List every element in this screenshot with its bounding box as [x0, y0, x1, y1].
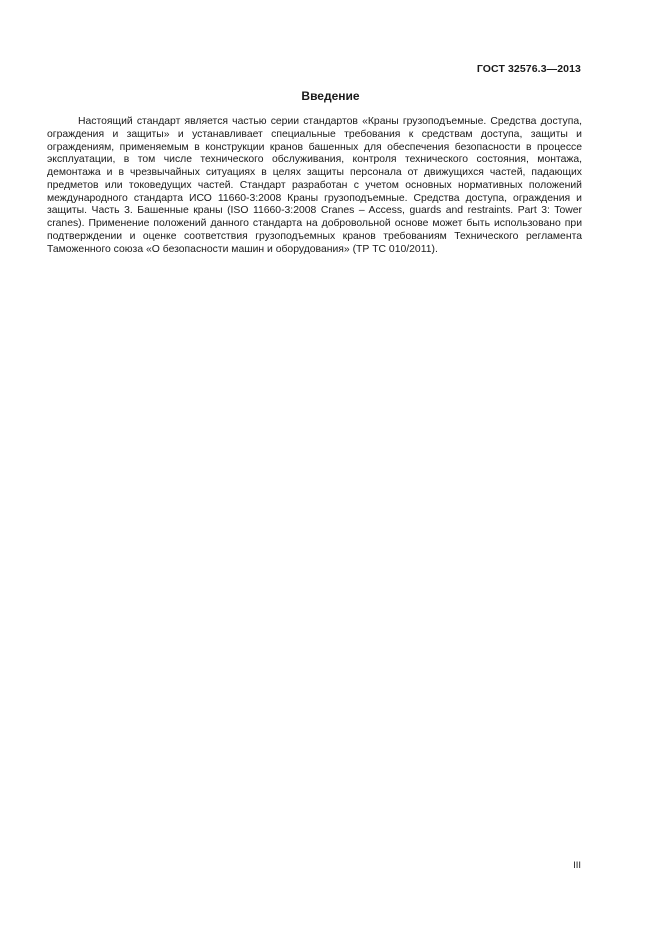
section-title: Введение	[301, 89, 360, 103]
page-number: III	[573, 860, 581, 871]
document-code: ГОСТ 32576.3—2013	[476, 63, 581, 75]
introduction-paragraph: Настоящий стандарт является частью серии стандартов «Краны грузоподъемные. Средства доступа, ограждения и защиты» и устанавливает специальные требования к средствам доступа, защиты и ограждениям, применяемым в конструкции кранов башенных для обеспечения безопасности в процессе эксплуатации, в том числе технического обслуживания, контроля технического состояния, монтажа, демонтажа и в чрезвычайных ситуациях в целях защиты персонала от движущихся частей, падающих предметов или токоведущих частей. Стандарт разработан с учетом основных нормативных положений международного стандарта ИСО 11660-3:2008 Краны грузоподъемные. Средства доступа, ограждения и защиты. Часть 3. Башенные краны (ISO 11660-3:2008 Cranes – Access, guards and restraints. Part 3: Tower cranes). Применение положений данного стандарта на добровольной основе может быть использовано при подтверждении и оценке соответствия грузоподъемных кранов требованиям Технического регламента Таможенного союза «О безопасности машин и оборудования» (ТР ТС 010/2011).	[47, 116, 582, 255]
